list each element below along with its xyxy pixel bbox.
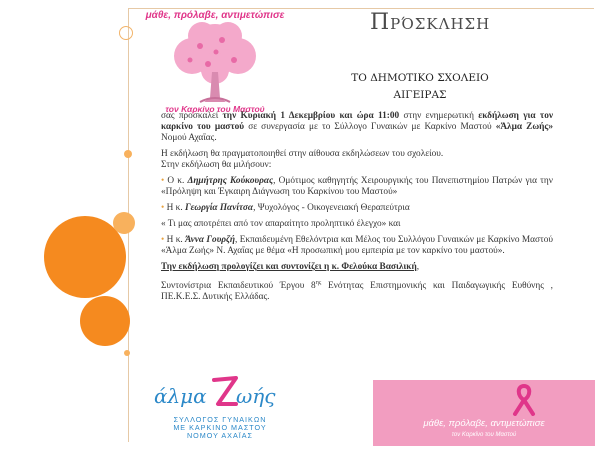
paragraph-venue: Η εκδήλωση θα πραγματοποιηθεί στην αίθουσα εκδηλώσεων του σχολείου. bbox=[161, 149, 444, 159]
text: ης bbox=[315, 280, 322, 286]
campaign-logo-caption: τον Καρκίνο του Μαστού bbox=[165, 104, 265, 114]
bullet-icon: • bbox=[161, 235, 165, 245]
speaker-1 bbox=[161, 176, 553, 198]
subtitle-line: ΜΕ ΚΑΡΚΙΝΟ ΜΑΣΤΟΥ bbox=[173, 423, 267, 432]
card-slogan: μάθε, πρόλαβε, αντιμετώπισε bbox=[423, 418, 545, 429]
event-date: την Κυριακή 1 Δεκεμβρίου και ώρα 11:00 bbox=[222, 111, 400, 121]
paragraph-invite bbox=[161, 111, 553, 144]
speaker-name: Γεωργία Πανίτσα bbox=[184, 203, 254, 213]
subtitle-line: ΣΥΛΛΟΓΟΣ ΓΥΝΑΙΚΩΝ bbox=[173, 415, 267, 424]
text: στην ενημερωτική bbox=[399, 111, 479, 121]
pink-ribbon-icon bbox=[509, 382, 539, 416]
speaker-name: Δημήτρης Κούκουρας bbox=[187, 176, 274, 186]
speaker-name: Άννα Γουρζή bbox=[185, 235, 235, 245]
campaign-logo bbox=[140, 10, 290, 112]
association-name: «Άλμα Ζωής» bbox=[495, 122, 554, 132]
text: , Ψυχολόγος - Οικογενειακή Θεραπεύτρια bbox=[253, 203, 410, 213]
text: Συντονίστρια Εκπαιδευτικού Έργου 8 bbox=[161, 281, 316, 292]
speaker-3 bbox=[161, 235, 553, 257]
text: , Ομότιμος καθηγητής Χειρουργικής του Πανεπιστημίου Πατρών για την «Πρόληψη και Έγκαιρη Διάγνωση του Καρκίνου του Μαστού» bbox=[161, 176, 553, 197]
zois-word: ωής bbox=[236, 384, 276, 408]
decor-ring-top bbox=[119, 26, 133, 40]
decor-circle-medium bbox=[80, 296, 130, 346]
text: Ο κ. bbox=[164, 176, 188, 186]
alma-logo-subtitle bbox=[154, 416, 286, 440]
frame-line-top bbox=[128, 8, 594, 9]
alma-word: άλμα bbox=[154, 384, 207, 408]
alma-zois-logo bbox=[150, 378, 290, 448]
pink-ribbon-card bbox=[373, 380, 595, 446]
bullet-icon: • bbox=[161, 176, 165, 186]
text: σε συνεργασία με το Σύλλογο Γυναικών με Καρκίνο Μαστού bbox=[244, 122, 496, 132]
paragraph-speakers-intro: Στην εκδήλωση θα μιλήσουν: bbox=[161, 160, 272, 170]
school-line-1: ΤΟ ΔΗΜΟΤΙΚΟ ΣΧΟΛΕΙΟ bbox=[351, 72, 489, 84]
moderator bbox=[161, 262, 553, 273]
invitation-body bbox=[161, 111, 553, 308]
event-topic: εκδήλωση για τον καρκίνο του μαστού bbox=[161, 111, 553, 132]
speaker-2-topic: « Τι μας αποτρέπει από τον απαραίτητο προληπτικό έλεγχο» και bbox=[161, 219, 401, 229]
speaker-2 bbox=[161, 203, 553, 214]
text: Νομού Αχαΐας. bbox=[161, 133, 217, 143]
bullet-icon: • bbox=[161, 203, 165, 213]
text: Η κ. bbox=[164, 203, 185, 213]
school-name bbox=[330, 70, 510, 104]
campaign-logo-slogan: μάθε, πρόλαβε, αντιμετώπισε bbox=[145, 10, 285, 21]
text: Ενότητας Επιστημονικής και Παιδαγωγικής Ευθύνης , ΠΕ.Κ.Ε.Σ. Δυτικής Ελλάδας. bbox=[161, 281, 553, 303]
decor-circle-small bbox=[113, 212, 135, 234]
decor-circle-tiny bbox=[124, 150, 132, 158]
text: σας προσκαλεί bbox=[161, 111, 223, 121]
tree-icon bbox=[140, 10, 290, 112]
decor-dot-bottom bbox=[124, 350, 130, 356]
school-line-2: ΑΙΓΕΙΡΑΣ bbox=[393, 89, 447, 101]
page-title: Πρόσκληση bbox=[370, 10, 491, 35]
moderator-text: Την εκδήλωση προλογίζει και συντονίζει η κ. Φελούκα Βασιλική bbox=[161, 262, 417, 272]
text: , bbox=[416, 262, 420, 272]
text: Η κ. bbox=[164, 235, 186, 245]
subtitle-line: ΝΟΜΟΥ ΑΧΑΪΑΣ bbox=[186, 431, 253, 440]
card-caption: τον Καρκίνο του Μαστού bbox=[451, 432, 517, 438]
text: , Εκπαιδευμένη Εθελόντρια και Μέλος του Συλλόγου Γυναικών με Καρκίνο Μαστού «Άλμα Ζωής» Ν. Αχαΐας με θέμα «Η προσωπική μου εμπειρία με τον καρκίνο του μαστού». bbox=[161, 235, 553, 256]
moderator-role bbox=[161, 278, 553, 303]
